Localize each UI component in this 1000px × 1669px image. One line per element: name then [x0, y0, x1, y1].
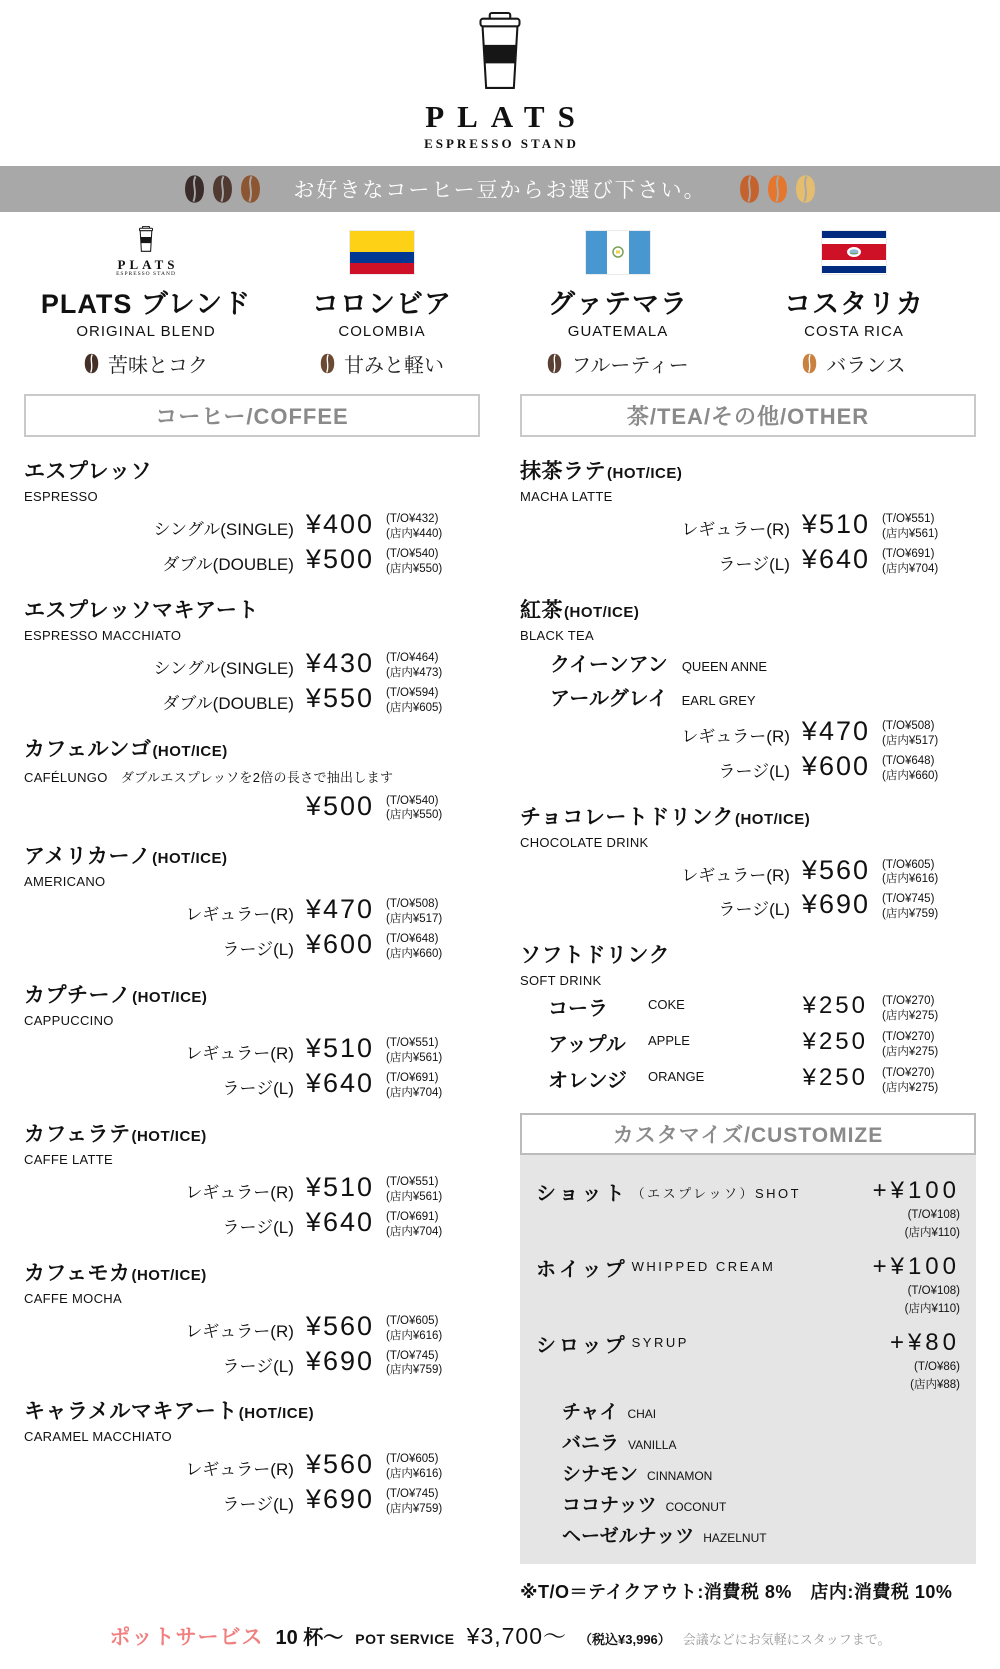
guatemala-flag	[586, 231, 650, 274]
item-name-en: CARAMEL MACCHIATO	[24, 1429, 172, 1445]
origin-guatemala	[505, 226, 731, 378]
price: ¥690	[801, 889, 870, 920]
size-label: レギュラー(R)	[185, 1044, 294, 1064]
tax-prices: (T/O¥551) (店内¥561)	[882, 513, 939, 540]
tax-note: ※T/O＝テイクアウト:消費税 8% 店内:消費税 10%	[520, 1581, 953, 1602]
customize-jp: ホイップ	[536, 1258, 628, 1281]
origin-name-en: GUATEMALA	[567, 323, 669, 340]
hot-ice-tag: (HOT/ICE)	[607, 465, 683, 482]
price: ¥560	[305, 1310, 374, 1341]
price-row	[24, 648, 480, 681]
price-row	[24, 1311, 480, 1344]
tax-prices: (T/O¥691) (店内¥704)	[386, 1210, 443, 1238]
item-name-en: CAFFE MOCHA	[24, 1290, 122, 1306]
price: ¥550	[305, 682, 374, 713]
size-label: ラージ(L)	[718, 761, 790, 781]
menu-item-espresso-macchiato	[24, 594, 480, 716]
flavor-en: EARL GREY	[681, 692, 756, 708]
price-row	[24, 1449, 480, 1482]
origin-name-en: COLOMBIA	[338, 323, 426, 340]
origin-name-jp: PLATS ブレンド	[40, 289, 252, 319]
menu-item-caffe-mocha	[24, 1257, 480, 1379]
tax-prices: (T/O¥508) (店内¥517)	[386, 898, 443, 926]
origin-taste	[269, 349, 495, 378]
tax-prices: (T/O¥605) (店内¥616)	[386, 1453, 443, 1481]
price-row	[24, 791, 480, 824]
menu-item-espresso	[24, 455, 480, 577]
drink-en: APPLE	[648, 1033, 690, 1049]
tax-prices: (T/O¥270) (店内¥275)	[882, 995, 939, 1023]
tax-prices: (T/O¥745) (店内¥759)	[386, 1349, 443, 1377]
hot-ice-tag: (HOT/ICE)	[152, 742, 228, 760]
origin-taste-label: 苦味とコク	[108, 355, 208, 377]
costa-rica-emblem	[846, 247, 862, 258]
price-row	[24, 1346, 480, 1379]
menu-item-caffe-latte	[24, 1118, 480, 1240]
price-row	[24, 1068, 480, 1101]
drink-row	[520, 992, 976, 1024]
item-name-jp-text: 抹茶ラテ	[520, 460, 606, 483]
item-name-jp	[24, 979, 480, 1009]
origin-taste	[741, 349, 967, 378]
drink-row	[520, 1028, 976, 1060]
tax-prices: (T/O¥691) (店内¥704)	[386, 1072, 443, 1099]
menu-item-americano	[24, 840, 480, 962]
drink-en: COKE	[648, 997, 685, 1013]
price: ¥250	[802, 1064, 868, 1091]
size-label: レギュラー(R)	[681, 520, 790, 539]
size-label: ラージ(L)	[222, 1079, 294, 1098]
customize-sub: （エスプレッソ）SHOT	[631, 1185, 802, 1201]
origin-taste	[505, 349, 731, 378]
size-label: ラージ(L)	[222, 1356, 294, 1376]
item-name-jp	[24, 594, 480, 624]
item-name-jp-text: アメリカーノ	[24, 845, 152, 869]
coffee-bean-icon	[240, 174, 261, 204]
price: ¥690	[305, 1484, 374, 1515]
tax-prices: (T/O¥540) (店内¥550)	[386, 794, 443, 822]
hot-ice-tag: (HOT/ICE)	[152, 850, 228, 868]
tax-prices: (T/O¥270) (店内¥275)	[882, 1067, 939, 1094]
price-row	[520, 544, 976, 577]
price-row	[24, 929, 480, 962]
syrup-en: HAZELNUT	[703, 1530, 767, 1545]
item-name-jp	[24, 1118, 480, 1148]
syrup-jp: シナモン	[562, 1463, 639, 1485]
item-name-jp	[24, 733, 480, 763]
origin-taste-label: フルーティー	[571, 355, 689, 377]
price: ¥250	[802, 992, 868, 1020]
syrup-jp: ヘーゼルナッツ	[562, 1525, 695, 1547]
hot-ice-tag: (HOT/ICE)	[131, 1127, 207, 1145]
drink-jp: コーラ	[548, 998, 608, 1021]
tax-prices: (T/O¥594) (店内¥605)	[386, 686, 443, 714]
syrup-row	[562, 1490, 960, 1517]
syrup-en: CINNAMON	[647, 1468, 713, 1483]
item-name-jp-text: エスプレッソ	[24, 460, 152, 483]
customize-price-block	[890, 1329, 960, 1393]
customize-price-block	[873, 1177, 960, 1241]
pot-service-note: 会議などにお気軽にスタッフまで。	[682, 1631, 891, 1647]
item-name-jp-text: キャラメルマキアート	[24, 1400, 238, 1424]
size-label: レギュラー(R)	[185, 1182, 294, 1202]
costa-rica-flag	[822, 231, 886, 274]
item-name-en: ESPRESSO	[24, 489, 98, 504]
size-label: レギュラー(R)	[681, 865, 790, 885]
customize-header: カスタマイズ/CUSTOMIZE	[520, 1113, 976, 1155]
drink-jp: アップル	[548, 1034, 626, 1057]
coffee-bean-icon	[212, 174, 233, 204]
customize-row-shot	[536, 1177, 960, 1241]
coffee-cup-icon	[135, 226, 157, 252]
coffee-bean-icon	[320, 353, 335, 374]
item-name-en: SOFT DRINK	[520, 973, 602, 989]
pot-service-cups: 10 杯～	[275, 1626, 344, 1649]
hot-ice-tag: (HOT/ICE)	[131, 1266, 207, 1284]
item-name-jp	[24, 455, 480, 485]
syrup-jp: チャイ	[562, 1401, 619, 1423]
price: ¥640	[305, 1068, 374, 1098]
menu-item-cappuccino	[24, 979, 480, 1101]
tax-prices: (T/O¥86) (店内¥88)	[910, 1360, 960, 1391]
coffee-bean-icon	[184, 174, 205, 204]
customize-row-whip	[536, 1253, 960, 1317]
item-name-jp-text: エスプレッソマキアート	[24, 598, 259, 622]
hot-ice-tag: (HOT/ICE)	[564, 603, 640, 621]
price: ¥470	[305, 894, 374, 925]
price: +¥80	[889, 1328, 960, 1356]
menu-item-caramel-macchiato	[24, 1395, 480, 1517]
item-name-jp-text: カフェルンゴ	[24, 737, 152, 761]
menu-item-soft-drink	[520, 939, 976, 1096]
pot-service-price: ¥3,700～	[466, 1622, 568, 1649]
size-label: ラージ(L)	[222, 1495, 294, 1515]
customize-price-block	[873, 1253, 960, 1317]
price-row	[24, 894, 480, 927]
customize-jp: シロップ	[536, 1334, 628, 1357]
logo	[0, 0, 1000, 152]
coffee-column	[24, 394, 480, 1534]
price-row	[24, 1033, 480, 1066]
price-row	[24, 1172, 480, 1205]
customize-body	[520, 1155, 976, 1564]
bean-select-banner	[0, 166, 1000, 212]
price: ¥510	[305, 1171, 374, 1202]
tea-flavor-row	[520, 682, 976, 711]
item-name-en: ESPRESSO MACCHIATO	[24, 627, 182, 643]
price: ¥600	[305, 929, 374, 960]
syrup-en: VANILLA	[628, 1437, 677, 1452]
size-label: ダブル(DOUBLE)	[162, 693, 294, 713]
price: ¥400	[305, 509, 374, 539]
item-name-jp	[520, 801, 976, 831]
menu-item-chocolate-drink	[520, 801, 976, 923]
coffee-bean-icon	[767, 174, 788, 204]
beans-dark-group	[184, 174, 261, 204]
coffee-bean-icon	[547, 353, 562, 374]
beans-light-group	[739, 174, 816, 204]
item-name-jp	[24, 840, 480, 870]
size-label: ラージ(L)	[222, 1217, 294, 1237]
origin-taste	[33, 349, 259, 378]
tax-prices: (T/O¥540) (店内¥550)	[386, 547, 443, 575]
syrup-jp: バニラ	[562, 1432, 620, 1454]
customize-jp: ショット	[536, 1182, 628, 1205]
tax-prices: (T/O¥108) (店内¥110)	[904, 1208, 960, 1239]
price: ¥560	[801, 854, 870, 885]
item-name-jp	[24, 1257, 480, 1287]
tax-prices: (T/O¥270) (店内¥275)	[882, 1031, 939, 1059]
hot-ice-tag: (HOT/ICE)	[238, 1405, 315, 1423]
menu-columns	[0, 394, 1000, 1604]
syrup-row	[562, 1521, 960, 1548]
drink-en: ORANGE	[648, 1069, 705, 1084]
tax-prices: (T/O¥605) (店内¥616)	[882, 858, 939, 886]
coffee-bean-icon	[84, 353, 99, 374]
tax-prices: (T/O¥745) (店内¥759)	[882, 893, 939, 921]
origin-plats-blend	[33, 226, 259, 378]
syrup-en: CHAI	[627, 1406, 657, 1421]
size-label: レギュラー(R)	[185, 1321, 294, 1341]
customize-sub: SYRUP	[631, 1334, 689, 1350]
tea-column	[520, 394, 976, 1604]
tax-prices: (T/O¥745) (店内¥759)	[386, 1488, 443, 1516]
tax-prices: (T/O¥648) (店内¥660)	[882, 754, 939, 782]
price: ¥510	[305, 1033, 374, 1064]
price-row	[520, 855, 976, 888]
origin-name-en: COSTA RICA	[804, 323, 904, 340]
price-row	[520, 889, 976, 922]
item-name-jp-text: 紅茶	[520, 598, 563, 622]
syrup-jp: ココナッツ	[562, 1494, 657, 1516]
item-name-en: CAFÉLUNGO ダブルエスプレッソを2倍の長さで抽出します	[24, 769, 394, 785]
menu-item-cafelungo	[24, 733, 480, 824]
item-name-jp	[24, 1395, 480, 1425]
origin-costa-rica	[741, 226, 967, 378]
origin-name-jp: コロンビア	[312, 289, 452, 319]
pot-service-footer	[0, 1618, 1000, 1651]
price: ¥500	[305, 790, 374, 821]
price: ¥430	[305, 647, 374, 678]
item-name-en: CAFFE LATTE	[24, 1151, 114, 1167]
item-name-en: MACHA LATTE	[520, 489, 613, 504]
origin-name-jp: グァテマラ	[548, 289, 688, 319]
origin-taste-label: バランス	[826, 355, 906, 377]
price: ¥500	[305, 543, 374, 574]
tea-flavor-row	[520, 648, 976, 677]
item-name-jp-text: カプチーノ	[24, 984, 132, 1008]
price-row	[24, 1207, 480, 1240]
menu-item-matcha-latte	[520, 455, 976, 577]
hot-ice-tag: (HOT/ICE)	[132, 989, 208, 1007]
origin-colombia	[269, 226, 495, 378]
tax-prices: (T/O¥605) (店内¥616)	[386, 1314, 443, 1342]
tax-prices: (T/O¥551) (店内¥561)	[386, 1037, 443, 1065]
customize-row-syrup	[536, 1329, 960, 1393]
item-name-en: CHOCOLATE DRINK	[520, 834, 649, 850]
syrup-en: COCONUT	[665, 1499, 727, 1514]
tax-prices: (T/O¥508) (店内¥517)	[882, 719, 939, 747]
syrup-row	[562, 1397, 960, 1424]
item-name-jp-text: カフェラテ	[24, 1122, 131, 1146]
price: ¥470	[801, 715, 870, 746]
price: ¥640	[305, 1206, 374, 1237]
size-label: シングル(SINGLE)	[153, 520, 294, 539]
pot-service-jp: ポットサービス	[109, 1625, 264, 1649]
drink-jp: オレンジ	[548, 1070, 627, 1092]
origin-name-jp: コスタリカ	[784, 289, 924, 319]
flavor-jp: クイーンアン	[550, 653, 668, 676]
item-name-jp	[520, 594, 976, 624]
item-name-jp-text: ソフトドリンク	[520, 944, 671, 968]
coffee-cup-icon	[467, 12, 533, 90]
item-name-en: AMERICANO	[24, 874, 106, 890]
price: +¥100	[872, 1252, 960, 1280]
logo-title: PLATS	[425, 99, 588, 134]
coffee-section-header: コーヒー/COFFEE	[24, 394, 480, 437]
size-label: ダブル(DOUBLE)	[162, 554, 294, 574]
tea-section-header: 茶/TEA/その他/OTHER	[520, 394, 976, 437]
price: ¥560	[305, 1449, 374, 1480]
hot-ice-tag: (HOT/ICE)	[734, 810, 811, 828]
mini-logo-subtitle: ESPRESSO STAND	[116, 271, 176, 278]
price: ¥600	[801, 750, 870, 781]
size-label: ラージ(L)	[718, 554, 790, 574]
size-label: レギュラー(R)	[185, 1460, 294, 1480]
flavor-en: QUEEN ANNE	[681, 658, 768, 674]
price-row	[24, 509, 480, 542]
price: +¥100	[872, 1176, 960, 1204]
syrup-list	[536, 1397, 960, 1548]
menu-item-black-tea	[520, 594, 976, 784]
plats-mini-logo	[33, 226, 259, 278]
colombia-flag	[350, 231, 414, 274]
tax-prices: (T/O¥551) (店内¥561)	[386, 1175, 443, 1203]
item-name-jp	[520, 455, 976, 485]
tax-prices: (T/O¥648) (店内¥660)	[386, 933, 443, 961]
guatemala-emblem	[611, 245, 625, 259]
size-label: レギュラー(R)	[185, 905, 294, 925]
customize-sub: WHIPPED CREAM	[631, 1258, 776, 1274]
tax-prices: (T/O¥691) (店内¥704)	[882, 547, 939, 575]
item-name-jp-text: カフェモカ	[24, 1261, 131, 1285]
pot-service-tax: （税込¥3,996）	[579, 1631, 671, 1647]
coffee-bean-icon	[802, 353, 817, 374]
coffee-bean-icon	[795, 174, 816, 204]
price-row	[520, 751, 976, 784]
mini-logo-title: PLATS	[117, 257, 179, 273]
price: ¥640	[801, 543, 870, 574]
logo-subtitle: ESPRESSO STAND	[424, 136, 579, 151]
banner-text: お好きなコーヒー豆からお選び下さい。	[293, 178, 707, 202]
tax-prices: (T/O¥108) (店内¥110)	[904, 1284, 960, 1315]
item-name-en: CAPPUCCINO	[24, 1013, 114, 1029]
pot-service-en: POT SERVICE	[355, 1630, 455, 1647]
coffee-bean-icon	[739, 174, 760, 204]
size-label: シングル(SINGLE)	[153, 658, 294, 678]
price-row	[520, 716, 976, 749]
item-name-jp	[520, 939, 976, 969]
price: ¥510	[801, 509, 870, 539]
size-label: ラージ(L)	[718, 900, 790, 920]
price: ¥250	[802, 1028, 868, 1056]
syrup-row	[562, 1459, 960, 1486]
customize-panel	[520, 1113, 976, 1564]
price-row	[24, 1484, 480, 1517]
price: ¥690	[305, 1345, 374, 1376]
item-name-jp-text: チョコレートドリンク	[520, 805, 734, 829]
flavor-jp: アールグレイ	[550, 687, 668, 710]
item-name-en: BLACK TEA	[520, 627, 594, 643]
tax-prices: (T/O¥464) (店内¥473)	[386, 651, 443, 679]
price-row	[24, 683, 480, 716]
drink-row	[520, 1064, 976, 1096]
price-row	[24, 544, 480, 577]
bean-origins-row	[0, 226, 1000, 378]
origin-name-en: ORIGINAL BLEND	[76, 323, 216, 340]
syrup-row	[562, 1428, 960, 1455]
price-row	[520, 509, 976, 542]
origin-taste-label: 甘みと軽い	[344, 355, 444, 377]
size-label: ラージ(L)	[222, 940, 294, 960]
tax-prices: (T/O¥432) (店内¥440)	[386, 513, 443, 540]
size-label: レギュラー(R)	[681, 726, 790, 746]
